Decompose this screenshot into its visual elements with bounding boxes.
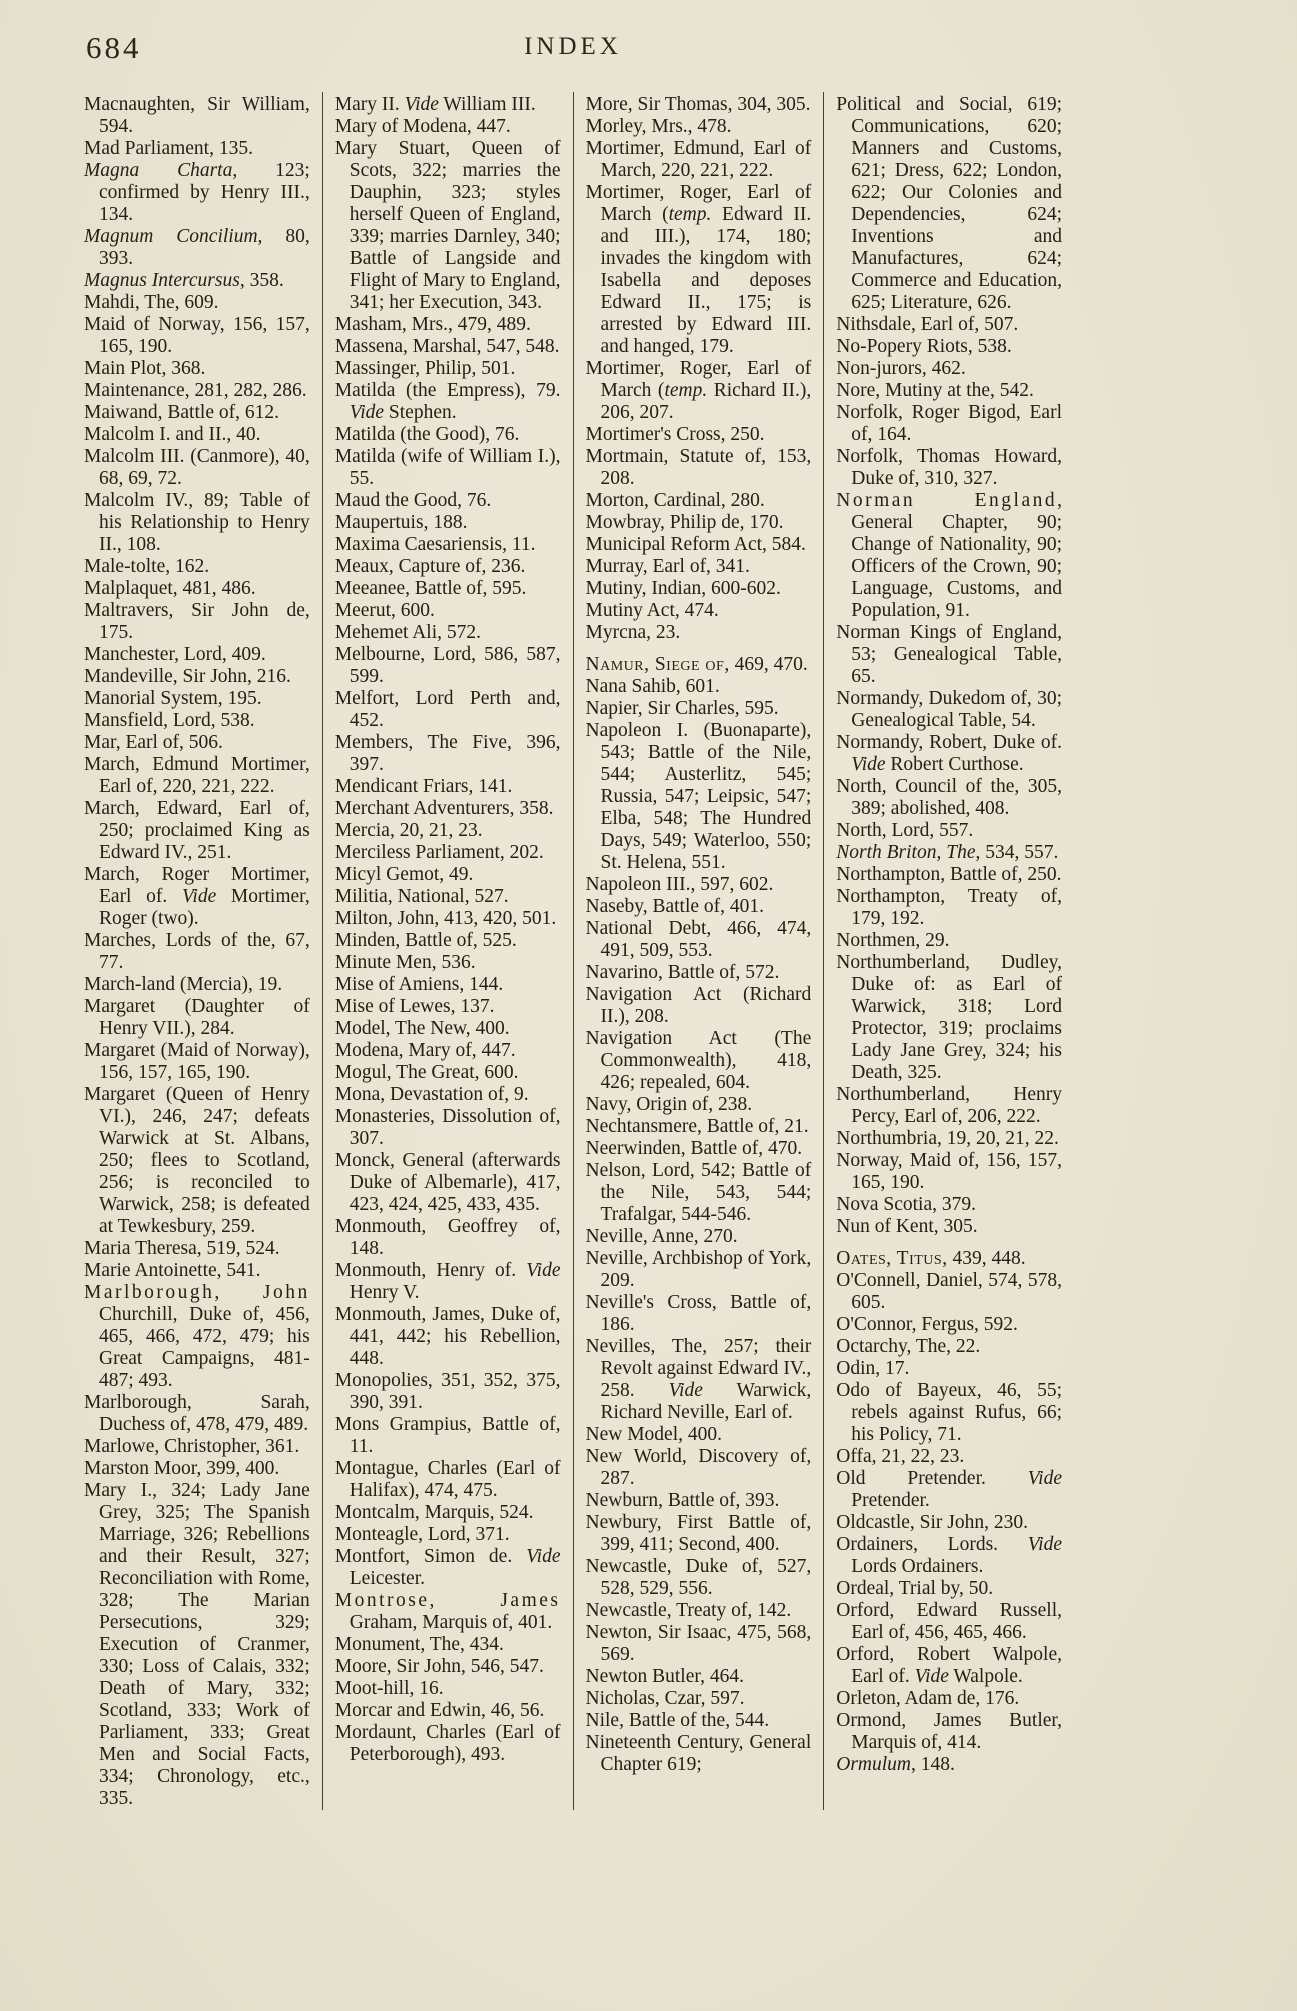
index-entry: O'Connell, Daniel, 574, 578, 605. bbox=[836, 1270, 1062, 1313]
index-entry: Mary I., 324; Lady Jane Grey, 325; The Spanish Marriage, 326; Rebellions and their Result, 327; Reconciliation with Rome, 328; The Marian Persecutions, 329; Execution of Cranmer, 330; Loss of Calais, 332; Death of Mary, 332; Scotland, 333; Work of Parliament, 333; Great Men and Social Facts, 334; Chronology, etc., 335. bbox=[84, 1480, 310, 1809]
index-entry: Meaux, Capture of, 236. bbox=[334, 556, 526, 577]
index-entry: Norway, Maid of, 156, 157, 165, 190. bbox=[836, 1150, 1062, 1193]
index-entry: North, Council of the, 305, 389; abolished, 408. bbox=[836, 776, 1062, 819]
index-entry: O'Connor, Fergus, 592. bbox=[836, 1314, 1018, 1335]
index-entry: March-land (Mercia), 19. bbox=[84, 974, 283, 995]
index-entry: Marlowe, Christopher, 361. bbox=[84, 1436, 300, 1457]
index-entry: Marie Antoinette, 541. bbox=[84, 1260, 261, 1281]
index-entry: More, Sir Thomas, 304, 305. bbox=[585, 94, 811, 115]
index-entry: Mortmain, Statute of, 153, 208. bbox=[585, 446, 812, 489]
index-entry: Old Pretender. Vide Pretender. bbox=[836, 1468, 1062, 1511]
index-entry: Marches, Lords of the, 67, 77. bbox=[84, 930, 310, 973]
index-entry: Ordeal, Trial by, 50. bbox=[836, 1578, 994, 1599]
index-entry: Newcastle, Treaty of, 142. bbox=[585, 1600, 792, 1621]
index-entry: Magna Charta, 123; confirmed by Henry III., 134. bbox=[84, 160, 310, 225]
index-entry: Militia, National, 527. bbox=[334, 886, 509, 907]
index-entry: Maltravers, Sir John de, 175. bbox=[84, 600, 310, 643]
index-entry: March, Edmund Mortimer, Earl of, 220, 221, 222. bbox=[84, 754, 310, 797]
index-entry: Nile, Battle of the, 544. bbox=[585, 1710, 770, 1731]
index-entry: Neville, Archbishop of York, 209. bbox=[585, 1248, 812, 1291]
index-entry: Nova Scotia, 379. bbox=[836, 1194, 976, 1215]
index-entry: Offa, 21, 22, 23. bbox=[836, 1446, 965, 1467]
index-entry: Neville, Anne, 270. bbox=[585, 1226, 738, 1247]
index-column-1 bbox=[84, 92, 323, 1810]
index-entry: Morley, Mrs., 478. bbox=[585, 116, 732, 137]
index-entry: Maiwand, Battle of, 612. bbox=[84, 402, 279, 423]
index-entry: Maxima Caesariensis, 11. bbox=[334, 534, 536, 555]
index-entry: Montcalm, Marquis, 524. bbox=[334, 1502, 534, 1523]
index-entry: Magnum Concilium, 80, 393. bbox=[84, 226, 310, 269]
index-entry: Mowbray, Philip de, 170. bbox=[585, 512, 784, 533]
index-entry: Mary II. Vide William III. bbox=[334, 94, 536, 115]
index-entry: Montrose, James Graham, Marquis of, 401. bbox=[334, 1590, 561, 1633]
index-entry: Normandy, Dukedom of, 30; Genealogical Table, 54. bbox=[836, 688, 1062, 731]
index-entry: Mercia, 20, 21, 23. bbox=[334, 820, 483, 841]
index-entry: Norman England, General Chapter, 90; Change of Nationality, 90; Officers of the Crown, 90; Language, Customs, and Population, 91. bbox=[836, 490, 1062, 621]
page-number: 684 bbox=[86, 30, 142, 65]
index-entry: Mise of Amiens, 144. bbox=[334, 974, 504, 995]
index-entry: Malplaquet, 481, 486. bbox=[84, 578, 256, 599]
index-entry: Model, The New, 400. bbox=[334, 1018, 510, 1039]
index-entry: Neerwinden, Battle of, 470. bbox=[585, 1138, 803, 1159]
index-entry: Maid of Norway, 156, 157, 165, 190. bbox=[84, 314, 310, 357]
index-entry: Malcolm IV., 89; Table of his Relationship to Henry II., 108. bbox=[84, 490, 310, 555]
index-entry: Morcar and Edwin, 46, 56. bbox=[334, 1700, 545, 1721]
index-entry: Napier, Sir Charles, 595. bbox=[585, 698, 779, 719]
index-entry: Mendicant Friars, 141. bbox=[334, 776, 513, 797]
index-entry: Malcolm I. and II., 40. bbox=[84, 424, 261, 445]
index-entry: Norfolk, Thomas Howard, Duke of, 310, 327. bbox=[836, 446, 1062, 489]
index-entry: Macnaughten, Sir William, 594. bbox=[84, 94, 310, 137]
index-entry: Maud the Good, 76. bbox=[334, 490, 492, 511]
index-entry: Newcastle, Duke of, 527, 528, 529, 556. bbox=[585, 1556, 812, 1599]
index-entry: Marston Moor, 399, 400. bbox=[84, 1458, 280, 1479]
index-entry: Nevilles, The, 257; their Revolt against Edward IV., 258. Vide Warwick, Richard Neville, Earl of. bbox=[585, 1336, 812, 1423]
index-entry: Oates, Titus, 439, 448. bbox=[836, 1248, 1026, 1269]
index-entry: Neville's Cross, Battle of, 186. bbox=[585, 1292, 812, 1335]
index-entry: Members, The Five, 396, 397. bbox=[334, 732, 561, 775]
index-entry: Micyl Gemot, 49. bbox=[334, 864, 474, 885]
index-entry: Massinger, Philip, 501. bbox=[334, 358, 516, 379]
index-entry: National Debt, 466, 474, 491, 509, 553. bbox=[585, 918, 812, 961]
index-entry: Nechtansmere, Battle of, 21. bbox=[585, 1116, 809, 1137]
index-entry: Ormond, James Butler, Marquis of, 414. bbox=[836, 1710, 1062, 1753]
index-entry: Northampton, Treaty of, 179, 192. bbox=[836, 886, 1062, 929]
index-entry: Nelson, Lord, 542; Battle of the Nile, 543, 544; Trafalgar, 544-546. bbox=[585, 1160, 812, 1225]
index-entry: Namur, Siege of, 469, 470. bbox=[585, 654, 808, 675]
index-entry: Malcolm III. (Canmore), 40, 68, 69, 72. bbox=[84, 446, 310, 489]
index-entry: Nun of Kent, 305. bbox=[836, 1216, 978, 1237]
index-entry: Monteagle, Lord, 371. bbox=[334, 1524, 510, 1545]
index-entry: Napoleon I. (Buonaparte), 543; Battle of the Nile, 544; Austerlitz, 545; Russia, 547; Leipsic, 547; Elba, 548; The Hundred Days, 549; Waterloo, 550; St. Helena, 551. bbox=[585, 720, 812, 873]
page-header bbox=[84, 30, 1062, 78]
section-spacer bbox=[586, 644, 812, 654]
index-entry: Orleton, Adam de, 176. bbox=[836, 1688, 1020, 1709]
index-page bbox=[84, 30, 1062, 1810]
index-entry: Manorial System, 195. bbox=[84, 688, 262, 709]
index-entry: Mortimer, Edmund, Earl of March, 220, 221, 222. bbox=[585, 138, 812, 181]
index-entry: Octarchy, The, 22. bbox=[836, 1336, 981, 1357]
page-title: INDEX bbox=[524, 33, 622, 60]
index-entry: Merchant Adventurers, 358. bbox=[334, 798, 554, 819]
index-entry: Minden, Battle of, 525. bbox=[334, 930, 517, 951]
index-entry: Mandeville, Sir John, 216. bbox=[84, 666, 291, 687]
index-entry: Monmouth, James, Duke of, 441, 442; his Rebellion, 448. bbox=[334, 1304, 561, 1369]
index-entry: Northumberland, Henry Percy, Earl of, 206, 222. bbox=[836, 1084, 1062, 1127]
index-entry: Mordaunt, Charles (Earl of Peterborough), 493. bbox=[334, 1722, 561, 1765]
section-spacer bbox=[836, 1238, 1062, 1248]
index-entry: New Model, 400. bbox=[585, 1424, 722, 1445]
index-entry: Northampton, Battle of, 250. bbox=[836, 864, 1062, 885]
index-entry: Matilda (wife of William I.), 55. bbox=[334, 446, 561, 489]
index-entry: Mansfield, Lord, 538. bbox=[84, 710, 255, 731]
index-entry: Milton, John, 413, 420, 501. bbox=[334, 908, 557, 929]
index-entry: Mise of Lewes, 137. bbox=[334, 996, 495, 1017]
index-entry: North Briton, The, 534, 557. bbox=[836, 842, 1059, 863]
index-entry: Mona, Devastation of, 9. bbox=[334, 1084, 529, 1105]
index-entry: Newbury, First Battle of, 399, 411; Second, 400. bbox=[585, 1512, 812, 1555]
index-entry: Main Plot, 368. bbox=[84, 358, 206, 379]
index-entry: Margaret (Maid of Norway), 156, 157, 165, 190. bbox=[84, 1040, 310, 1083]
index-entry: March, Edward, Earl of, 250; proclaimed King as Edward IV., 251. bbox=[84, 798, 310, 863]
index-entry: No-Popery Riots, 538. bbox=[836, 336, 1012, 357]
index-entry: Maria Theresa, 519, 524. bbox=[84, 1238, 280, 1259]
index-entry: Marlborough, John Churchill, Duke of, 456, 465, 466, 472, 479; his Great Campaigns, 481-487; 493. bbox=[84, 1282, 310, 1391]
index-entry: Montague, Charles (Earl of Halifax), 474, 475. bbox=[334, 1458, 561, 1501]
index-entry: Northmen, 29. bbox=[836, 930, 950, 951]
index-entry: Mortimer, Roger, Earl of March (temp. Edward II. and III.), 174, 180; invades the kingdom with Isabella and deposes Edward II., 175; is arrested by Edward III. and hanged, 179. bbox=[585, 182, 812, 357]
index-entry: Mahdi, The, 609. bbox=[84, 292, 219, 313]
index-entry: Odin, 17. bbox=[836, 1358, 910, 1379]
index-entry: Massena, Marshal, 547, 548. bbox=[334, 336, 560, 357]
index-entry: Political and Social, 619; Communications, 620; Manners and Customs, 621; Dress, 622; London, 622; Our Colonies and Dependencies, 624; Inventions and Manufactures, 624; Commerce and Education, 625; Literature, 626. bbox=[836, 94, 1062, 313]
index-entry: Margaret (Daughter of Henry VII.), 284. bbox=[84, 996, 310, 1039]
index-entry: Montfort, Simon de. Vide Leicester. bbox=[334, 1546, 561, 1589]
index-entry: Non-jurors, 462. bbox=[836, 358, 966, 379]
index-column-2 bbox=[323, 92, 574, 1810]
index-entry: Monasteries, Dissolution of, 307. bbox=[334, 1106, 561, 1149]
index-entry: Male-tolte, 162. bbox=[84, 556, 210, 577]
index-entry: Mogul, The Great, 600. bbox=[334, 1062, 519, 1083]
index-entry: Myrcna, 23. bbox=[585, 622, 681, 643]
index-entry: Nana Sahib, 601. bbox=[585, 676, 720, 697]
index-entry: Murray, Earl of, 341. bbox=[585, 556, 750, 577]
index-entry: Maintenance, 281, 282, 286. bbox=[84, 380, 307, 401]
index-entry: Municipal Reform Act, 584. bbox=[585, 534, 806, 555]
index-entry: Newton, Sir Isaac, 475, 568, 569. bbox=[585, 1622, 812, 1665]
index-entry: Manchester, Lord, 409. bbox=[84, 644, 266, 665]
index-entry: Odo of Bayeux, 46, 55; rebels against Rufus, 66; his Policy, 71. bbox=[836, 1380, 1062, 1445]
index-entry: Navy, Origin of, 238. bbox=[585, 1094, 753, 1115]
index-entry: Merciless Parliament, 202. bbox=[334, 842, 544, 863]
index-entry: Marlborough, Sarah, Duchess of, 478, 479, 489. bbox=[84, 1392, 310, 1435]
index-entry: Naseby, Battle of, 401. bbox=[585, 896, 765, 917]
index-column-3 bbox=[574, 92, 825, 1810]
index-entry: Minute Men, 536. bbox=[334, 952, 476, 973]
index-entry: Monmouth, Henry of. Vide Henry V. bbox=[334, 1260, 561, 1303]
index-entry: Mehemet Ali, 572. bbox=[334, 622, 481, 643]
index-entry: Modena, Mary of, 447. bbox=[334, 1040, 516, 1061]
index-entry: Nineteenth Century, General Chapter 619; bbox=[585, 1732, 812, 1775]
index-entry: Magnus Intercursus, 358. bbox=[84, 270, 284, 291]
index-entry: Norfolk, Roger Bigod, Earl of, 164. bbox=[836, 402, 1062, 445]
index-entry: Norman Kings of England, 53; Genealogical Table, 65. bbox=[836, 622, 1062, 687]
index-entry: Monopolies, 351, 352, 375, 390, 391. bbox=[334, 1370, 561, 1413]
index-entry: Ormulum, 148. bbox=[836, 1754, 955, 1775]
index-entry: Moot-hill, 16. bbox=[334, 1678, 444, 1699]
index-entry: Orford, Edward Russell, Earl of, 456, 465, 466. bbox=[836, 1600, 1062, 1643]
index-entry: Meerut, 600. bbox=[334, 600, 435, 621]
index-entry: Mutiny Act, 474. bbox=[585, 600, 719, 621]
index-entry: Nithsdale, Earl of, 507. bbox=[836, 314, 1019, 335]
index-entry: Oldcastle, Sir John, 230. bbox=[836, 1512, 1028, 1533]
index-entry: Newton Butler, 464. bbox=[585, 1666, 744, 1687]
index-entry: Morton, Cardinal, 280. bbox=[585, 490, 765, 511]
index-entry: Northumberland, Dudley, Duke of: as Earl of Warwick, 318; Lord Protector, 319; proclaims Lady Jane Grey, 324; his Death, 325. bbox=[836, 952, 1062, 1083]
index-entry: Mons Grampius, Battle of, 11. bbox=[334, 1414, 561, 1457]
index-entry: Orford, Robert Walpole, Earl of. Vide Walpole. bbox=[836, 1644, 1062, 1687]
index-entry: Monument, The, 434. bbox=[334, 1634, 504, 1655]
index-entry: Newburn, Battle of, 393. bbox=[585, 1490, 780, 1511]
index-entry: Monmouth, Geoffrey of, 148. bbox=[334, 1216, 561, 1259]
index-entry: Mary of Modena, 447. bbox=[334, 116, 511, 137]
index-entry: Northumbria, 19, 20, 21, 22. bbox=[836, 1128, 1059, 1149]
index-entry: March, Roger Mortimer, Earl of. Vide Mortimer, Roger (two). bbox=[84, 864, 310, 929]
index-entry: Matilda (the Empress), 79. Vide Stephen. bbox=[334, 380, 561, 423]
index-entry: North, Lord, 557. bbox=[836, 820, 974, 841]
index-entry: Ordainers, Lords. Vide Lords Ordainers. bbox=[836, 1534, 1062, 1577]
index-entry: Margaret (Queen of Henry VI.), 246, 247; defeats Warwick at St. Albans, 250; flees to Scotland, 256; is reconciled to Warwick, 258; is defeated at Tewkesbury, 259. bbox=[84, 1084, 310, 1237]
index-entry: Napoleon III., 597, 602. bbox=[585, 874, 774, 895]
index-entry: Mortimer, Roger, Earl of March (temp. Richard II.), 206, 207. bbox=[585, 358, 812, 423]
index-entry: Mar, Earl of, 506. bbox=[84, 732, 223, 753]
index-entry: Normandy, Robert, Duke of. Vide Robert Curthose. bbox=[836, 732, 1062, 775]
index-entry: Mutiny, Indian, 600-602. bbox=[585, 578, 781, 599]
index-entry: Melfort, Lord Perth and, 452. bbox=[334, 688, 561, 731]
index-entry: Masham, Mrs., 479, 489. bbox=[334, 314, 531, 335]
index-entry: Nore, Mutiny at the, 542. bbox=[836, 380, 1034, 401]
index-entry: Monck, General (afterwards Duke of Albemarle), 417, 423, 424, 425, 433, 435. bbox=[334, 1150, 561, 1215]
index-entry: Moore, Sir John, 546, 547. bbox=[334, 1656, 544, 1677]
index-entry: Navigation Act (The Commonwealth), 418, 426; repealed, 604. bbox=[585, 1028, 812, 1093]
index-entry: Matilda (the Good), 76. bbox=[334, 424, 520, 445]
index-column-4 bbox=[824, 92, 1062, 1810]
index-entry: Maupertuis, 188. bbox=[334, 512, 468, 533]
index-entry: Navigation Act (Richard II.), 208. bbox=[585, 984, 812, 1027]
index-entry: New World, Discovery of, 287. bbox=[585, 1446, 812, 1489]
index-entry: Mad Parliament, 135. bbox=[84, 138, 253, 159]
index-entry: Nicholas, Czar, 597. bbox=[585, 1688, 745, 1709]
index-entry: Navarino, Battle of, 572. bbox=[585, 962, 780, 983]
index-entry: Mary Stuart, Queen of Scots, 322; marries the Dauphin, 323; styles herself Queen of England, 339; marries Darnley, 340; Battle of Langside and Flight of Mary to England, 341; her Execution, 343. bbox=[334, 138, 561, 313]
index-columns bbox=[84, 92, 1062, 1810]
index-entry: Mortimer's Cross, 250. bbox=[585, 424, 765, 445]
index-entry: Meeanee, Battle of, 595. bbox=[334, 578, 527, 599]
index-entry: Melbourne, Lord, 586, 587, 599. bbox=[334, 644, 561, 687]
